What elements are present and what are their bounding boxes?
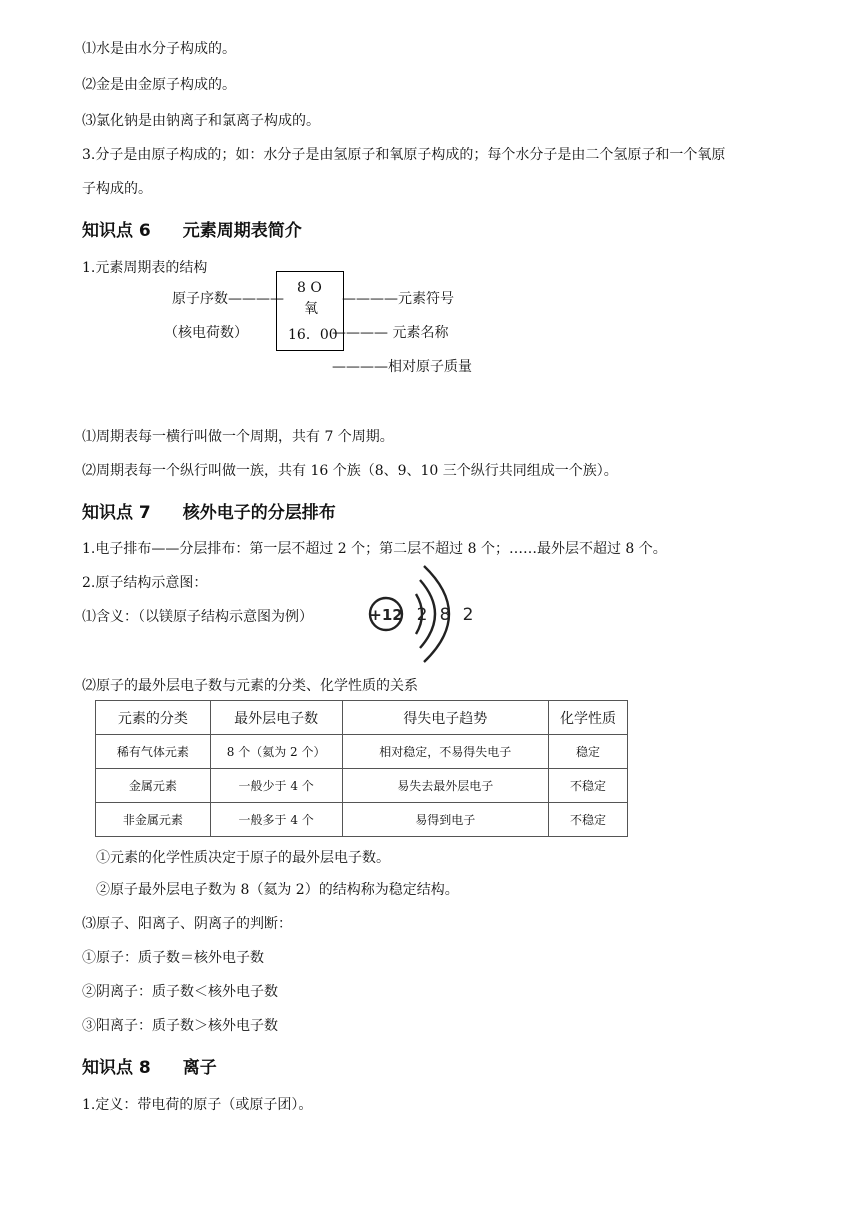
cell-atomic-mass: 16．00 [288, 327, 338, 343]
cell-element-name: 氧 [304, 301, 318, 317]
table-cell: 非金属元素 [96, 803, 211, 837]
table-row [96, 803, 628, 837]
text-line: 2.原子结构示意图： [82, 575, 208, 591]
text-line: ②原子最外层电子数为 8（氦为 2）的结构称为稳定结构。 [96, 882, 459, 898]
section-heading [82, 498, 336, 523]
label-atomic-mass: ————相对原子质量 [332, 359, 472, 375]
table-row [96, 735, 628, 769]
magnesium-atom-diagram [364, 564, 484, 666]
table-cell: 易失去最外层电子 [342, 769, 549, 803]
table-cell: 一般多于 4 个 [210, 803, 342, 837]
text-line: ⑵周期表每一个纵行叫做一族，共有 16 个族（8、9、10 三个纵行共同组成一个族）。 [82, 463, 618, 479]
shell-electron-count: 2 [462, 605, 474, 625]
table-header: 得失电子趋势 [342, 701, 549, 735]
table-cell: 稳定 [549, 735, 628, 769]
text-line: ⑵原子的最外层电子数与元素的分类、化学性质的关系 [82, 678, 418, 694]
nucleus-charge: +12 [369, 606, 403, 624]
table-cell: 相对稳定，不易得失电子 [342, 735, 549, 769]
text-line: 1.定义：带电荷的原子（或原子团）。 [82, 1097, 313, 1113]
table-cell: 稀有气体元素 [96, 735, 211, 769]
label-nuclear-charge: （核电荷数） [164, 325, 248, 341]
table-cell: 8 个（氦为 2 个） [210, 735, 342, 769]
label-element-symbol: ————元素符号 [342, 291, 454, 307]
text-line: ⑵金是由金原子构成的。 [82, 77, 236, 93]
text-line: 3.分子是由原子构成的；如：水分子是由氢原子和氧原子构成的；每个水分子是由二个氢原子和一个氧原 [82, 147, 726, 163]
shell-electron-count: 2 [416, 605, 428, 625]
section-title: 核外电子的分层排布 [182, 503, 336, 523]
table-cell: 金属元素 [96, 769, 211, 803]
text-line: 1.电子排布——分层排布：第一层不超过 2 个；第二层不超过 8 个；……最外层不超过 8 个。 [82, 541, 667, 557]
text-line: ①原子：质子数＝核外电子数 [82, 950, 264, 966]
section-number: 知识点 6 [82, 221, 151, 241]
section-number: 知识点 8 [82, 1058, 151, 1078]
section-heading [82, 1053, 217, 1078]
text-line: ⑴水是由水分子构成的。 [82, 41, 236, 57]
label-atomic-number: 原子序数———— [172, 291, 284, 307]
text-line: ⑴含义：（以镁原子结构示意图为例） [82, 609, 313, 625]
label-element-name: ———— 元素名称 [332, 325, 449, 341]
text-line: ⑶氯化钠是由钠离子和氯离子构成的。 [82, 113, 320, 129]
text-line: ①元素的化学性质决定于原子的最外层电子数。 [96, 850, 390, 866]
table-cell: 不稳定 [549, 769, 628, 803]
text-line: ③阳离子：质子数＞核外电子数 [82, 1018, 278, 1034]
section-heading [82, 216, 302, 241]
table-header: 元素的分类 [96, 701, 211, 735]
text-line: ②阴离子：质子数＜核外电子数 [82, 984, 278, 1000]
table-row [96, 769, 628, 803]
table-header: 最外层电子数 [210, 701, 342, 735]
section-title: 元素周期表简介 [182, 221, 302, 241]
shell-electron-count: 8 [439, 605, 451, 625]
table-cell: 一般少于 4 个 [210, 769, 342, 803]
section-number: 知识点 7 [82, 503, 151, 523]
element-classification-table [95, 700, 628, 837]
section-title: 离子 [182, 1058, 217, 1078]
table-header-row [96, 701, 628, 735]
text-line: ⑴周期表每一横行叫做一个周期，共有 7 个周期。 [82, 429, 394, 445]
table-cell: 易得到电子 [342, 803, 549, 837]
table-cell: 不稳定 [549, 803, 628, 837]
cell-number-symbol: 8 O [297, 280, 322, 296]
table-header: 化学性质 [549, 701, 628, 735]
text-line: 子构成的。 [82, 181, 152, 197]
text-line: ⑶原子、阳离子、阴离子的判断： [82, 916, 292, 932]
text-line: 1.元素周期表的结构 [82, 260, 208, 276]
